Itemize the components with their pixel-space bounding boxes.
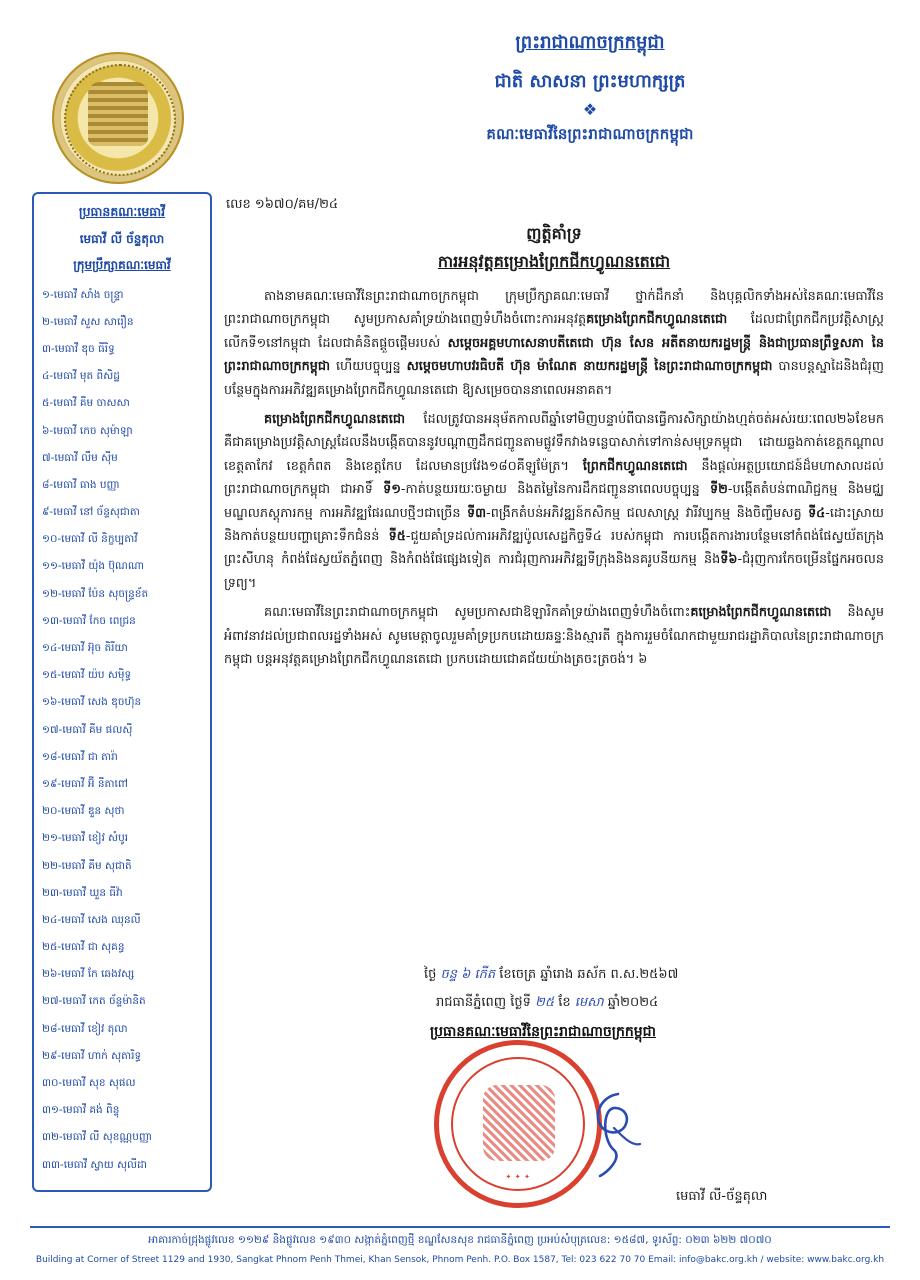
emphasis-text: ទី២ bbox=[710, 482, 728, 498]
council-member: ២៦-មេធាវី កែ ឆេងវស្ស bbox=[42, 968, 135, 981]
president-name: មេធាវី លី ច័ន្ទតុលា bbox=[79, 232, 165, 246]
emphasis-text: ព្រែកជីកហ្វូណនតេជោ bbox=[582, 458, 688, 474]
national-motto: ជាតិ សាសនា ព្រះមហាក្សត្រ bbox=[494, 71, 686, 92]
council-member: ៥-មេធាវី គីម ចាសសា bbox=[42, 397, 130, 410]
lunar-date-prefix: ថ្ងៃ bbox=[424, 967, 437, 982]
footer-address-english: Building at Corner of Street 1129 and 1930, Sangkat Phnom Penh Thmei, Khan Sensok, Phnom Penh. P.O. Box 1587, Tel: 023 622 70 70 Email: info@bakc.org.kh / website: www.bakc.org.kh bbox=[35, 1255, 885, 1265]
council-member: ១-មេធាវី សាំង ចន្ទ្រា bbox=[42, 288, 124, 301]
body-text: បានបន្តស្នាដៃនិងជំរុញបន្ថែមក្នុងការអភិវឌ្ឍគម្រោងព្រែកជីកហ្វូណនតេជោ ឱ្យសម្រេចបាននាពេលអនាគត។ bbox=[224, 359, 884, 398]
council-member-list bbox=[42, 281, 202, 1178]
stamp-lettering: ✦ ✦ ✦ bbox=[505, 1173, 531, 1181]
council-member: ៤-មេធាវី មុត ពិសិដ្ឋ bbox=[42, 370, 120, 383]
council-member: ២៤-មេធាវី សេង ឈុនលី bbox=[42, 913, 141, 926]
council-member: ១៤-មេធាវី អ៊ុច តិរីយា bbox=[42, 642, 128, 655]
emphasis-text: ទី៥ bbox=[388, 529, 406, 545]
council-member: ៦-មេធាវី កេច សុម៉ាឡា bbox=[42, 424, 133, 437]
document-title: ញត្តិគាំទ្រ bbox=[526, 224, 582, 243]
official-stamp-icon bbox=[434, 1040, 602, 1208]
council-member: ១៩-មេធាវី អ៊ី នីតាពៅ bbox=[42, 777, 128, 790]
reference-number: លេខ ១៦៧០/គម/២៤ bbox=[226, 197, 339, 212]
body-text: ហើយបច្ចុប្បន្ន bbox=[330, 359, 407, 375]
council-member: ២-មេធាវី សួស សារឿន bbox=[42, 315, 134, 328]
council-member: ២០-មេធាវី ឌួន សុថា bbox=[42, 805, 125, 818]
body-text: -ជួយគាំទ្រដល់ការអភិវឌ្ឍប៉ូលសេដ្ឋកិច្ចទី៤ របស់កម្ពុជា ការបង្កើតការងារបន្ថែមនៅកំពង់ផែស្វយ័តក្រុងព្រះសីហនុ កំពង់ផែស្វយ័តភ្នំពេញ និងកំពង់ផែផ្សេងទៀត ការជំរុញការអភិវឌ្ឍទីក្រុងនិងនគរូបនីយកម្ម និង bbox=[224, 529, 884, 568]
bar-association-seal-icon bbox=[52, 52, 184, 184]
body-text: និងសូមអំពាវនាវដល់ប្រជាពលរដ្ឋទាំងអស់ សូមមេត្តាចូលរួមគាំទ្រប្រកបដោយឆន្ទៈនិងស្មារតី ក្នុងការរួមចំណែកជាមួយរាជរដ្ឋាភិបាលនៃព្រះរាជាណាចក្រកម្ពុជា បន្តអនុវត្តគម្រោងព្រែកជីកហ្វូណនតេជោ ប្រកបដោយជោគជ័យយ៉ាងត្រចះត្រចង់។ ៦ bbox=[224, 605, 884, 668]
body-text: ដែលជាព្រែកជីកប្រវត្តិសាស្ត្រលើកទី១នៅកម្ពុជា ដែលជាគំនិតផ្តួចផ្តើមរបស់ bbox=[224, 312, 884, 351]
council-member: ៧-មេធាវី លឹម ស៊ីម bbox=[42, 451, 118, 464]
body-text: -ជំរុញការកែចម្រើនផ្នែកអចលនទ្រព្យ។ bbox=[224, 552, 884, 591]
council-member: ២៩-មេធាវី ហាក់ សុតារិទ្ធ bbox=[42, 1049, 142, 1062]
body-text: -ពង្រីកតំបន់អភិវឌ្ឍន៍កសិកម្ម ជលសាស្ត្រ វារីវប្បកម្ម និងចិញ្ចឹមសត្វ bbox=[486, 505, 809, 521]
emphasis-text: ទី៤ bbox=[808, 505, 826, 521]
council-member: ៣១-មេធាវី គង់ ពិន្ទុ bbox=[42, 1104, 120, 1117]
lunar-date-handwritten: ចន្ទ ៦ កើត bbox=[440, 967, 496, 982]
lunar-date bbox=[424, 966, 678, 985]
council-member: ៣០-មេធាវី សុខ សុផល bbox=[42, 1077, 136, 1090]
president-heading: ប្រធានគណៈមេធាវី bbox=[78, 204, 166, 219]
council-member: ៨-មេធាវី ធាង បញ្ញា bbox=[42, 478, 120, 491]
council-member: ២១-មេធាវី ខៀវ សំបូរ bbox=[42, 832, 129, 845]
emphasis-text: គម្រោងព្រែកជីកហ្វូណនតេជោ bbox=[690, 605, 832, 621]
council-member: ២២-មេធាវី គីម សុជាតិ bbox=[42, 859, 132, 872]
ornament-icon: ❖ bbox=[582, 100, 598, 119]
emphasis-text: សម្តេចអគ្គមហាសេនាបតីតេជោ ហ៊ុន សែន អតីតនាយករដ្ឋមន្ត្រី និងជាប្រធានព្រឹទ្ធសភា នៃព្រះរាជាណាចក្រកម្ពុជា bbox=[224, 335, 884, 375]
emphasis-text: ទី១ bbox=[383, 482, 401, 498]
council-member: ១២-មេធាវី ប៉ែន សុចន្ទ្រខ័ត bbox=[42, 587, 149, 600]
document-subject: ការអនុវត្តគម្រោងព្រែកជីកហ្វូណនតេជោ bbox=[437, 252, 671, 271]
date-month-prefix: ខែ bbox=[554, 995, 575, 1010]
body-text: គណៈមេធាវីនៃព្រះរាជាណាចក្រកម្ពុជា សូមប្រកាសជាឱឡារិកគាំទ្រយ៉ាងពេញទំហឹងចំពោះ bbox=[264, 605, 691, 621]
signer-title: ប្រធានគណៈមេធាវីនៃព្រះរាជាណាចក្រកម្ពុជា bbox=[430, 1024, 656, 1040]
paragraph-1 bbox=[224, 285, 884, 402]
date-year: ឆ្នាំ២០២៤ bbox=[603, 995, 659, 1010]
council-member: ២៧-មេធាវី កេត ច័ន្ទម៉ានិត bbox=[42, 995, 146, 1008]
letter-body bbox=[224, 196, 884, 678]
council-member: ១៦-មេធាវី សេង ឌុចហ៊ុន bbox=[42, 696, 142, 709]
body-text: -បង្កើតតំបន់ពាណិជ្ជកម្ម និងមជ្ឈមណ្ឌលភស្តុភារកម្ម ការអភិវឌ្ឍផែរណបថ្មីៗជាច្រើន bbox=[224, 482, 885, 521]
council-member: ៣២-មេធាវី លី សុខណ្ណបញ្ញា bbox=[42, 1131, 152, 1144]
council-member: ៩-មេធាវី នៅ ច័ន្ទសុជាតា bbox=[42, 506, 140, 519]
council-member: ១៧-មេធាវី គីម ផលស៊ី bbox=[42, 723, 133, 736]
letter-header bbox=[330, 30, 850, 147]
council-member: ៣-មេធាវី ឌុច ធីរិទ្ធ bbox=[42, 342, 115, 355]
body-text: ដែលត្រូវបានអនុម័តកាលពីឆ្នាំទៅមិញបន្ទាប់ពីបានធ្វើការសិក្សាយ៉ាងហ្មត់ចត់អស់រយៈពេល២៦ខែមក គឺជាគម្រោងប្រវត្តិសាស្ត្រដែលនឹងបង្កើតបាននូវបណ្តាញដឹកជញ្ជូនតាមផ្លូវទឹកវាងទន្លេបាសាក់ទៅកាន់សមុទ្រកម្ពុជា ដោយឆ្លងកាត់ខេត្តកណ្តាល ខេត្តតាកែវ ខេត្តកំពត និងខេត្តកែប ដែលមានប្រវែង១៨០គីឡូម៉ែត្រ។ bbox=[224, 412, 884, 474]
council-member: ១០-មេធាវី លី និក្ខប្បតាវី bbox=[42, 533, 138, 546]
council-member: ២៨-មេធាវី ខៀវ តុលា bbox=[42, 1022, 128, 1035]
council-member: ១៣-មេធាវី កែច ពេជ្រន bbox=[42, 614, 136, 627]
organization-name: គណៈមេធាវីនៃព្រះរាជាណាចក្រកម្ពុជា bbox=[486, 125, 694, 143]
council-heading: ក្រុមប្រឹក្សាគណៈមេធាវី bbox=[73, 258, 171, 272]
body-text: -ដោះស្រាយនិងកាត់បន្ថយបញ្ហាគ្រោះទឹកជំនន់ bbox=[224, 505, 884, 545]
council-member: ១១-មេធាវី យ៉ុង ប៊ុណណា bbox=[42, 560, 144, 573]
paragraph-2 bbox=[224, 408, 884, 595]
emphasis-text: សម្តេចមហាបវរធិបតី ហ៊ុន ម៉ាណែត នាយករដ្ឋមន្ត្រី នៃព្រះរាជាណាចក្រកម្ពុជា bbox=[406, 359, 773, 375]
date-place-prefix: រាជធានីភ្នំពេញ ថ្ងៃទី bbox=[436, 995, 536, 1010]
footer-divider bbox=[30, 1226, 890, 1228]
council-member: ៣៣-មេធាវី ស្វាយ សុលីដា bbox=[42, 1158, 148, 1171]
emphasis-text: ទី៣ bbox=[467, 505, 487, 521]
gregorian-date bbox=[436, 994, 658, 1013]
date-day-handwritten: ២៥ bbox=[535, 995, 555, 1010]
council-member: ១៥-មេធាវី យ៉ប សម៉ិទ្ធ bbox=[42, 669, 132, 682]
footer-address-khmer: អាគារកាច់ជ្រុងផ្លូវលេខ ១១២៩ និងផ្លូវលេខ ១៩៣០ សង្កាត់ភ្នំពេញថ្មី ខណ្ឌសែនសុខ រាជធានីភ្នំពេញ ប្រអប់សំបុត្រលេខ: ១៥៨៧, ទូរស័ព្ទ: ០២៣ ៦២២ ៧០៧០ bbox=[148, 1234, 772, 1246]
council-member: ២៣-មេធាវី ឃួន ធីវ៉ា bbox=[42, 886, 123, 899]
emphasis-text: ទី៦ bbox=[720, 552, 738, 568]
body-text: -កាត់បន្ថយរយៈចម្ងាយ និងតម្លៃនៃការដឹកជញ្ជូននាពេលបច្ចុប្បន្ន bbox=[400, 482, 711, 498]
council-member: ២៥-មេធាវី ជា សុគន្ធ bbox=[42, 941, 125, 954]
signature-icon bbox=[588, 1088, 648, 1180]
body-text: តាងនាមគណៈមេធាវីនៃព្រះរាជាណាចក្រកម្ពុជា ក្រុមប្រឹក្សាគណៈមេធាវី ថ្នាក់ដឹកនាំ និងបុគ្គលិកទាំងអស់នៃគណៈមេធាវីនៃព្រះរាជាណាចក្រកម្ពុជា សូមប្រកាសគាំទ្រយ៉ាងពេញទំហឹងចំពោះការអនុវត្ត bbox=[224, 289, 884, 328]
council-member: ១៨-មេធាវី ជា តារ៉ា bbox=[42, 750, 118, 763]
kingdom-title: ព្រះរាជាណាចក្រកម្ពុជា bbox=[515, 32, 665, 53]
emphasis-text: គម្រោងព្រែកជីកហ្វូណនតេជោ bbox=[586, 312, 728, 328]
lunar-date-rest: ខែចេត្រ ឆ្នាំរោង ឆស័ក ព.ស.២៥៦៧ bbox=[499, 967, 679, 982]
date-month-handwritten: មេសា bbox=[574, 995, 604, 1010]
emphasis-text: គម្រោងព្រែកជីកហ្វូណនតេជោ bbox=[264, 412, 406, 428]
signer-name: មេធាវី លី-ច័ន្ទតុលា bbox=[676, 1189, 768, 1204]
council-sidebar bbox=[32, 192, 212, 1192]
paragraph-3 bbox=[224, 601, 884, 671]
body-text: នឹងផ្តល់អត្ថប្រយោជន៍ដ៏មហាសាលដល់ព្រះរាជាណាចក្រកម្ពុជា ជាអាទិ៍ bbox=[224, 458, 884, 498]
